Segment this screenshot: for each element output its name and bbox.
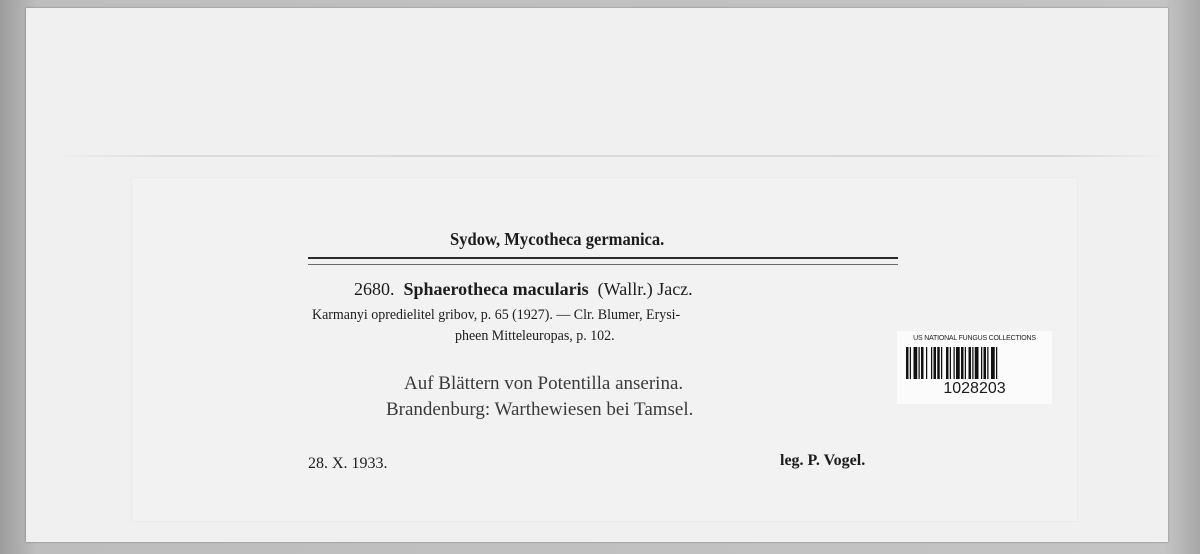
barcode-bar [910, 347, 911, 379]
title-rule-top [308, 257, 898, 259]
barcode-bar [931, 347, 932, 379]
barcode-bar [919, 347, 920, 379]
title-rule-bottom [308, 264, 898, 265]
barcode-bar [975, 347, 979, 379]
reference-line-2: pheen Mitteleuropas, p. 102. [455, 328, 615, 344]
barcode-bar [941, 347, 942, 379]
barcode-bar [961, 347, 964, 379]
barcode-bar [956, 347, 960, 379]
barcode-bar [984, 347, 987, 379]
barcode-header: US NATIONAL FUNGUS COLLECTIONS [913, 335, 1036, 342]
barcode-bar [914, 347, 918, 379]
barcode-number: 1028203 [943, 380, 1006, 397]
barcode-bar [987, 347, 988, 379]
reference-line-1: Karmanyi opredielitel gribov, p. 65 (1927). — Clr. Blumer, Erysi- [312, 307, 681, 323]
barcode-bar [946, 347, 949, 379]
species-line [354, 279, 693, 300]
barcode-bar [969, 347, 972, 379]
taxon-authority: (Wallr.) Jacz. [597, 279, 693, 299]
barcode-bar [906, 347, 909, 379]
barcode-bar [926, 347, 927, 379]
collection-date: 28. X. 1933. [308, 455, 388, 472]
barcode-bar [934, 347, 937, 379]
barcode-bar [921, 347, 924, 379]
barcode-icon [906, 347, 1043, 379]
exsiccata-number: 2680. [354, 279, 395, 299]
barcode-bar [937, 347, 940, 379]
host-line: Auf Blättern von Potentilla anserina. [404, 373, 684, 394]
barcode-bar [954, 347, 955, 379]
barcode-bar [965, 347, 966, 379]
barcode-bar [950, 347, 951, 379]
barcode-bar [996, 347, 997, 379]
barcode-label [897, 331, 1052, 404]
barcode-bar [991, 347, 995, 379]
taxon-name: Sphaerotheca macularis [403, 279, 589, 299]
locality-line: Brandenburg: Warthewiesen bei Tamsel. [386, 399, 694, 420]
collector: leg. P. Vogel. [780, 452, 866, 469]
series-title: Sydow, Mycotheca germanica. [450, 229, 665, 249]
barcode-bar [981, 347, 982, 379]
packet-fold-line [55, 155, 1165, 157]
barcode-bar [972, 347, 973, 379]
